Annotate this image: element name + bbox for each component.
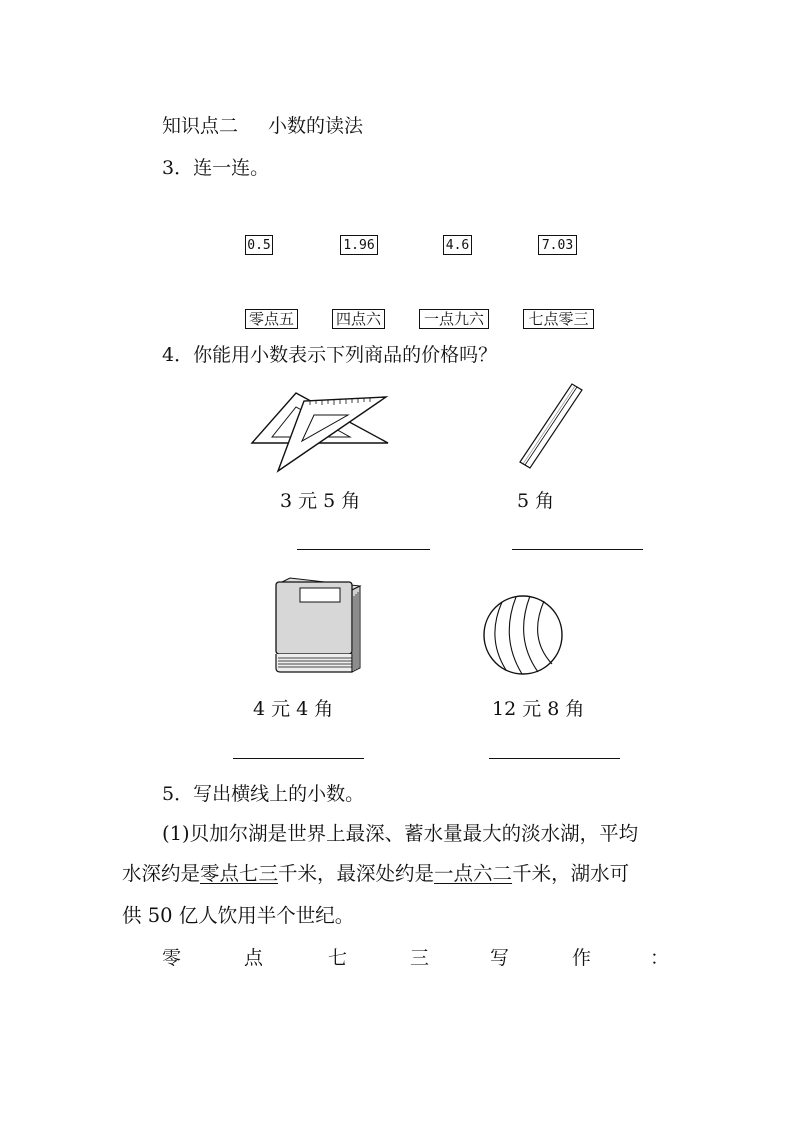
price-label-2: 5 角 xyxy=(517,490,555,512)
number-box-3: 4.6 xyxy=(443,235,472,255)
price-label-3: 4 元 4 角 xyxy=(253,698,334,720)
q5-paragraph-line-1: (1)贝加尔湖是世界上最深、蓄水量最大的淡水湖，平均 xyxy=(162,822,639,845)
q4-title: 4．你能用小数表示下列商品的价格吗？ xyxy=(162,344,498,366)
text-span: 千米，湖水可 xyxy=(512,862,630,885)
write-as-char: 七 xyxy=(328,947,348,969)
answer-blank-2[interactable] xyxy=(512,549,643,550)
answer-blank-3[interactable] xyxy=(233,758,364,759)
write-as-char: 写 xyxy=(490,947,510,969)
write-as-char: 三 xyxy=(410,947,430,969)
word-box-4: 七点零三 xyxy=(523,309,594,329)
q5-title: 5．写出横线上的小数。 xyxy=(162,783,365,805)
word-box-1: 零点五 xyxy=(245,309,298,329)
underlined-reading-1: 零点七三 xyxy=(200,862,279,885)
answer-blank-4[interactable] xyxy=(489,758,620,759)
section-label: 知识点二 xyxy=(162,115,239,137)
q5-paragraph-line-3: 供 50 亿人饮用半个世纪。 xyxy=(122,904,355,927)
write-as-char: ： xyxy=(650,947,670,969)
answer-blank-1[interactable] xyxy=(297,549,430,550)
section-heading xyxy=(162,114,363,138)
word-box-3: 一点九六 xyxy=(419,309,489,329)
book-icon xyxy=(270,576,366,676)
number-box-4: 7.03 xyxy=(538,235,577,255)
ball-icon xyxy=(482,594,564,676)
underlined-reading-2: 一点六二 xyxy=(434,862,513,885)
section-title: 小数的读法 xyxy=(268,115,364,137)
text-span: 千米，最深处约是 xyxy=(278,862,435,885)
write-as-char: 点 xyxy=(244,947,264,969)
word-box-2: 四点六 xyxy=(332,309,385,329)
write-as-char: 作 xyxy=(572,947,592,969)
number-box-2: 1.96 xyxy=(340,235,378,255)
set-square-icon xyxy=(250,385,390,473)
number-box-1: 0.5 xyxy=(245,235,273,255)
ruler-icon xyxy=(516,382,586,472)
price-label-4: 12 元 8 角 xyxy=(492,698,585,720)
price-label-1: 3 元 5 角 xyxy=(280,490,361,512)
q3-title: 3．连一连。 xyxy=(162,157,270,179)
text-span: 水深约是 xyxy=(122,862,201,885)
q5-paragraph-line-2 xyxy=(122,862,629,886)
write-as-char: 零 xyxy=(162,947,182,969)
